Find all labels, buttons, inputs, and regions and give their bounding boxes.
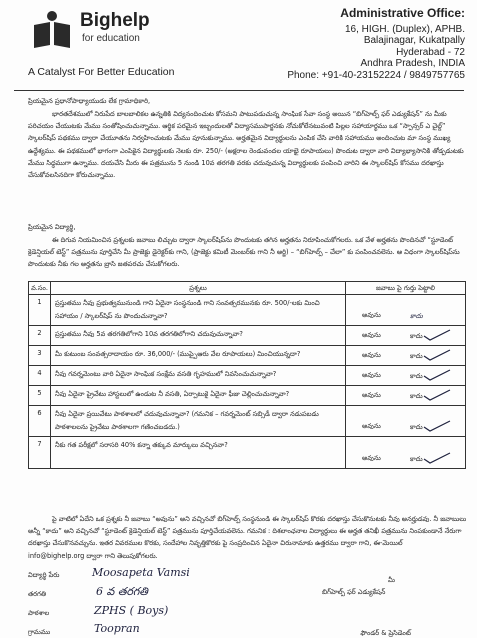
checkmark-icon bbox=[422, 389, 452, 401]
answer-yes: అవును bbox=[362, 371, 381, 379]
checkmark-icon bbox=[422, 420, 452, 432]
col-answer: జవాబు పై గుర్తు పెట్టాలి bbox=[346, 282, 466, 295]
header-divider bbox=[14, 90, 464, 91]
row-number: 4 bbox=[29, 366, 51, 386]
field-row bbox=[28, 585, 90, 604]
answer-no: కాదు bbox=[410, 332, 423, 340]
checkmark-icon bbox=[422, 452, 452, 464]
brand-name: Bighelp bbox=[80, 10, 150, 31]
answer-cell bbox=[346, 295, 466, 326]
closing-yours: మీ bbox=[388, 576, 395, 584]
answer-cell bbox=[346, 326, 466, 346]
answer-cell bbox=[346, 437, 466, 469]
class-value: 6 వ తరగతి bbox=[96, 585, 148, 598]
question-text: నీవు ఏదైనా ప్రయివేటు పాఠశాలలో చదువుచున్నావా? (గమనిక – గవర్నమెంట్ సబ్సిడీ ద్వారా నడుపబడు పాఠశాలలను ప్రైవేటు పాఠశాలగా గణించబడదు.) bbox=[51, 406, 346, 437]
answer-yes: అవును bbox=[362, 331, 381, 339]
table-row bbox=[29, 346, 466, 366]
contact-email-line: info@bighelp.org ద్వారా గాని తెలుపుకోగలరు. bbox=[28, 552, 158, 560]
answer-yes: అవును bbox=[362, 311, 381, 319]
row-number: 3 bbox=[29, 346, 51, 366]
student-salutation: ప్రియమైన విద్యార్థి, bbox=[28, 223, 76, 231]
student-name-value: Moosapeta Vamsi bbox=[92, 566, 190, 579]
school-value: ZPHS ( Boys) bbox=[94, 604, 169, 617]
checkmark-icon bbox=[422, 369, 452, 381]
bighelp-logo bbox=[30, 9, 74, 49]
office-line: Balajinagar, Kukatpally bbox=[363, 35, 465, 47]
answer-yes: అవును bbox=[362, 391, 381, 399]
question-text: నీకు గత పరీక్షలో సరాసరి 40% కన్నా తక్కువ మార్కులు వచ్చినవా? bbox=[51, 437, 346, 469]
table-row bbox=[29, 406, 466, 437]
question-text: నీవు గవర్నమెంటు వారి ఏదైనా సాంఘిక సంక్షేమ వసతి గృహములో నివసించుచున్నావా? bbox=[51, 366, 346, 386]
question-text: ప్రస్తుతము నీవు ప్రభుత్వమునుండి గాని ఏదైనా సంస్థనుండి గాని సంవత్సరమునకు రూ. 500/-లకు మించి సహాయం / స్కాలర్‌షిప్ ను పొందుచున్నావా? bbox=[51, 295, 346, 326]
answer-cell bbox=[346, 386, 466, 406]
office-title: Administrative Office: bbox=[340, 6, 465, 20]
office-line: 16, HIGH. (Duplex), APHB. bbox=[344, 23, 465, 35]
table-row bbox=[29, 326, 466, 346]
field-row bbox=[28, 566, 90, 585]
office-line: Hyderabad - 72 bbox=[396, 46, 465, 58]
student-details bbox=[28, 566, 90, 638]
row-number: 6 bbox=[29, 406, 51, 437]
field-label-class: తరగతి bbox=[28, 590, 47, 598]
table-row bbox=[29, 295, 466, 326]
eligibility-table bbox=[28, 281, 466, 469]
field-label-school: పాఠశాల bbox=[28, 609, 50, 617]
answer-no: కాదు bbox=[410, 372, 423, 380]
answer-cell bbox=[346, 406, 466, 437]
office-line: Andhra Pradesh, INDIA bbox=[360, 58, 465, 70]
checkmark-icon bbox=[422, 329, 452, 341]
answer-cell bbox=[346, 366, 466, 386]
founder-title: ఫౌండర్ & ప్రెసిడెంట్ bbox=[360, 629, 411, 637]
checkmark-icon bbox=[422, 349, 452, 361]
question-text: మీ కుటుంబ సంవత్సరాదాయం రూ. 36,000/- (ముప్పైఆరు వేల రూపాయలు) మించియున్నదా? bbox=[51, 346, 346, 366]
brand-subtitle: for education bbox=[82, 33, 140, 44]
salutation: ప్రియమైన ప్రధానోపాధ్యాయుడు లేక గ్రామాధికారి, bbox=[28, 97, 151, 105]
office-phone: Phone: +91-40-23152224 / 9849757765 bbox=[287, 69, 465, 81]
field-label-village: గ్రామము bbox=[28, 628, 51, 636]
table-row bbox=[29, 437, 466, 469]
field-row bbox=[28, 604, 90, 623]
instructions-paragraph: ఈ దిగువ నియమించిన ప్రశ్నలకు జవాబు లిచ్చుట ద్వారా స్కాలర్‌షిప్‌ను పొందుటకు తగిన అర్హతను నిరూపించుకోగలరు. ఒక వేళ అర్హతను పొందినచో “స్టూడెంట్ క్రెడెన్షియల్ టెస్ట్” పత్రమును పూర్తిచేసి మీ ప్రాజెక్టు డైరెక్టర్‌కు గాని, (ప్రాజెక్టు కమిటీ మెంబర్‌కు గాని నీ అర్జి) – “బిగ్‌హెల్ప్ – చేలా” కు పంపించవలెను. ఆ విధంగా స్కాలర్‌షిప్‌ను పొందుటకు నీకు గల అర్హతను బ్రాసి జతపరచు చేసుకోగలరు. bbox=[28, 236, 460, 269]
field-row bbox=[28, 623, 90, 638]
row-number: 5 bbox=[29, 386, 51, 406]
table-row bbox=[29, 366, 466, 386]
answer-no: కాదు bbox=[410, 352, 423, 360]
row-number: 1 bbox=[29, 295, 51, 326]
answer-yes: అవును bbox=[362, 422, 381, 430]
tagline: A Catalyst For Better Education bbox=[28, 66, 175, 78]
table-header-row bbox=[29, 282, 466, 295]
row-number: 2 bbox=[29, 326, 51, 346]
col-serial: వ.సం. bbox=[29, 282, 51, 295]
table-row bbox=[29, 386, 466, 406]
intro-paragraph: భారతదేశములో నిరుపేద బాలబాలికల ఉన్నతికి విద్యనందించుట కోసమని పాటుపడుచున్న సాంఘిక సేవా సంస్థ అయిన “బిగ్‌హెల్ప్ ఫర్ ఎడ్యుకేషన్” ను మీకు పరిచయం చేయుటకు మేము సంతోషించుచున్నాము. ఆర్థిక పరమైన ఇబ్బందులతో విద్యాసముపార్జనకు నోచుకోలేనటువంటి పిల్లల సహాయార్థము ఒక “స్పాన్సర్ ఎ చైల్డ్” స్కాలర్‌షిప్ పథకము ద్వారా చేయూతను నిర్వహించుటకు మేము పూనుకున్నాము. అర్హతమైన విద్యార్థులను ఎంపిక చేసి వారికి సహాయము అందించుట మా సంస్థ ముఖ్య ఉద్దేశ్యము. ఈ పథకములో భాగంగా ఎంపికైన విద్యార్థులకు నెలకు రూ. 250/- (అక్షరాల రెండువందల యాభై రూపాయలు) పొందుట ద్వారా వారి విద్యాభ్యాసానికి తోడ్పడుటకు మేము సిద్ధముగా ఉన్నాము. దయచేసి మీరు ఈ పత్రమును 5 నుండి 10వ తరగతి వరకు చదువుచున్న విద్యార్థులకు పంపించి వారిని ఈ స్కాలర్‌షిప్ కోసము దరఖాస్తు చేసుకోవలసినదిగా కోరుచున్నాము. bbox=[28, 110, 464, 180]
question-text: నీవు ఏదైనా ప్రైవేటు హాస్టలులో ఉండుట నీ వసతి, ఏర్పాటుకై ఏదైనా ఫీజు చెల్లించుచున్నావా? bbox=[51, 386, 346, 406]
row-number: 7 bbox=[29, 437, 51, 469]
field-label-name: విద్యార్థి పేరు bbox=[28, 571, 60, 579]
answer-no: కాదు bbox=[410, 423, 423, 431]
answer-yes: అవును bbox=[362, 454, 381, 462]
office-address bbox=[287, 8, 465, 82]
closing-signature bbox=[322, 574, 395, 598]
answer-yes: అవును bbox=[362, 351, 381, 359]
answer-no-handwritten: కాదు bbox=[410, 312, 423, 320]
organization-name: బిగ్‌హెల్ప్ ఫర్ ఎడ్యుకేషన్ bbox=[322, 588, 386, 597]
answer-no: కాదు bbox=[410, 455, 423, 463]
village-value: Toopran bbox=[94, 622, 140, 635]
answer-no: కాదు bbox=[410, 392, 423, 400]
answer-cell bbox=[346, 346, 466, 366]
question-text: ప్రస్తుతము నీవు 5వ తరగతిలోగాని 10వ తరగతిలోగాని చదువుచున్నావా? bbox=[51, 326, 346, 346]
col-questions: ప్రశ్నలు bbox=[51, 282, 346, 295]
closing-paragraph: పై వాటిలో ఏదేని ఒక ప్రశ్నకు నీ జవాబు “అవును” అని వచ్చినచో బిగ్‌హెల్ప్ సంస్థనుండి ఈ స్కాలర్‌షిప్ కొరకు దరఖాస్తు చేసుకొనుటకు నీవు అనర్హుడవు. నీ జవాబులు అన్నీ “కాదు” అని వచ్చినచో “స్టూడెంట్ క్రెడెన్షియల్ టెస్ట్” పత్రమును పూర్తిచేయవలెను. గమనిక : దిశలాంఛనాల విద్యార్థులు ఈ అర్హత తనిఖీ పత్రమును నింపకుండానే నేరుగా దరఖాస్తు చేసుకొనవచ్చును. ఇతర వివరముల కొరకు, సందేహాల నివృత్తికొరకు పై సంప్రదించిన ఏదైనా చిరునామాకు ఉత్తరము ద్వారా గాని, ఈ-మెయిల్ bbox=[28, 515, 467, 548]
